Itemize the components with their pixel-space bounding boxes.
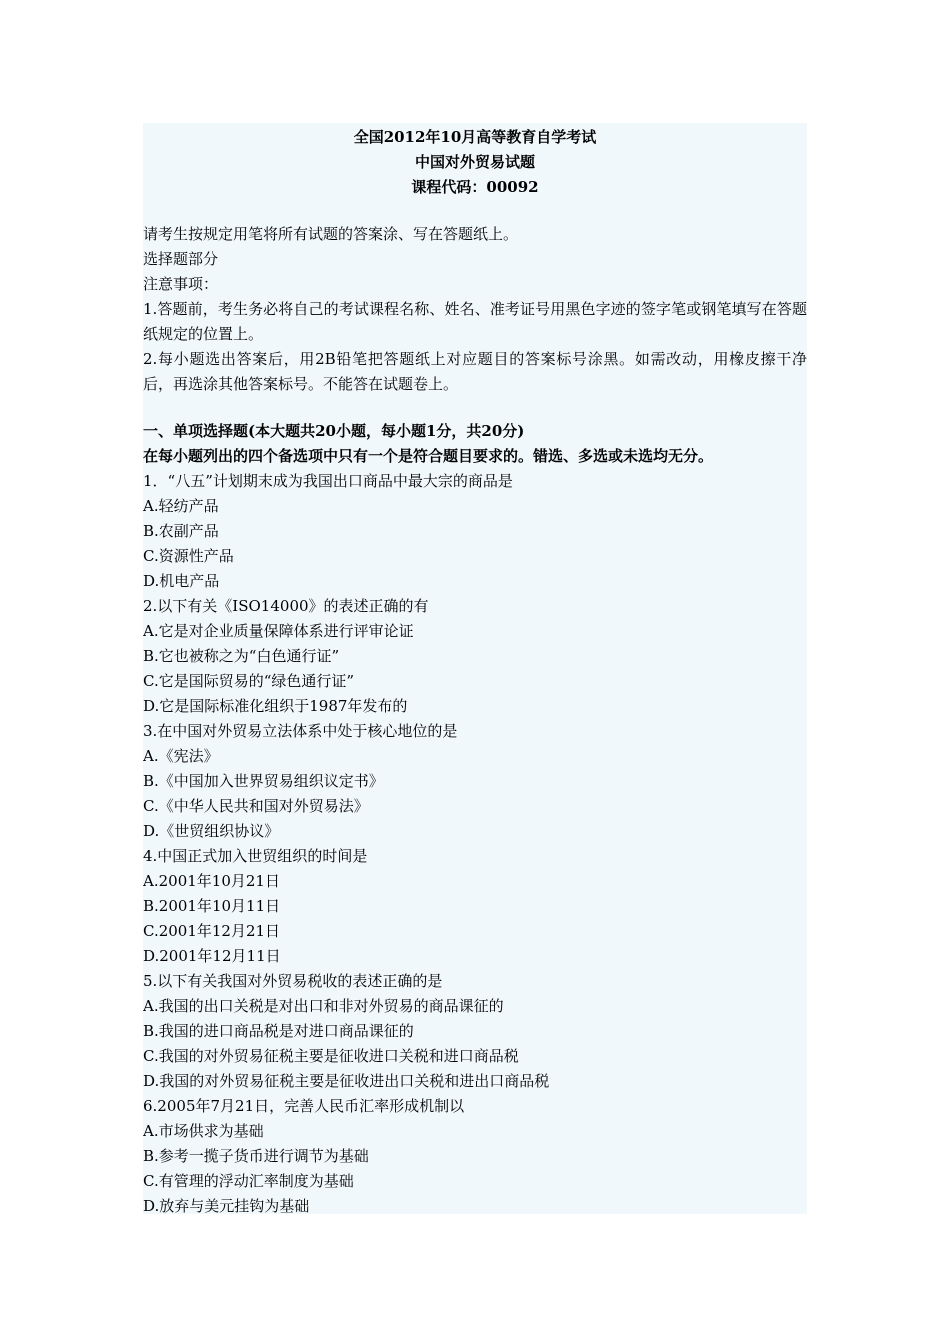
question-list bbox=[143, 469, 807, 1214]
question-option: A.2001年10月21日 bbox=[143, 872, 280, 890]
question-option: D.我国的对外贸易征税主要是征收进出口关税和进出口商品税 bbox=[143, 1072, 550, 1090]
note-item: 1.答题前，考生务必将自己的考试课程名称、姓名、准考证号用黑色字迹的签字笔或钢笔填写在答题纸规定的位置上。 bbox=[143, 300, 807, 343]
section-title: 一、单项选择题(本大题共20小题，每小题1分，共20分) bbox=[143, 422, 525, 440]
exam-subject: 中国对外贸易试题 bbox=[414, 153, 535, 171]
question-option: B.2001年10月11日 bbox=[143, 897, 281, 915]
question-stem: 1．“八五”计划期末成为我国出口商品中最大宗的商品是 bbox=[143, 472, 513, 490]
question-option: D.机电产品 bbox=[143, 572, 220, 590]
question-option: A.我国的出口关税是对出口和非对外贸易的商品课征的 bbox=[143, 997, 504, 1015]
question-stem: 2.以下有关《ISO14000》的表述正确的有 bbox=[143, 597, 429, 615]
question-option: A.市场供求为基础 bbox=[143, 1122, 264, 1140]
question-option: B.我国的进口商品税是对进口商品课征的 bbox=[143, 1022, 414, 1040]
question-option: A.轻纺产品 bbox=[143, 497, 219, 515]
question-option: C.有管理的浮动汇率制度为基础 bbox=[143, 1172, 354, 1190]
section-label: 选择题部分 bbox=[143, 250, 219, 268]
question-stem: 4.中国正式加入世贸组织的时间是 bbox=[143, 847, 368, 865]
question-option: C.资源性产品 bbox=[143, 547, 234, 565]
notes-heading: 注意事项： bbox=[143, 275, 219, 293]
exam-title: 全国2012年10月高等教育自学考试 bbox=[353, 128, 597, 146]
question-option: B.《中国加入世界贸易组织议定书》 bbox=[143, 772, 384, 790]
question-option: D.它是国际标准化组织于1987年发布的 bbox=[143, 697, 408, 715]
question-option: D.《世贸组织协议》 bbox=[143, 822, 280, 840]
question-option: C.它是国际贸易的“绿色通行证” bbox=[143, 672, 355, 690]
question-option: D.2001年12月11日 bbox=[143, 947, 281, 965]
course-code: 课程代码：00092 bbox=[411, 178, 539, 196]
question-option: B.它也被称之为“白色通行证” bbox=[143, 647, 340, 665]
question-option: A.它是对企业质量保障体系进行评审论证 bbox=[143, 622, 414, 640]
question-option: B.参考一揽子货币进行调节为基础 bbox=[143, 1147, 369, 1165]
question-option: D.放弃与美元挂钩为基础 bbox=[143, 1197, 310, 1214]
question-stem: 3.在中国对外贸易立法体系中处于核心地位的是 bbox=[143, 722, 458, 740]
question-option: C.2001年12月21日 bbox=[143, 922, 281, 940]
note-item: 2.每小题选出答案后，用2B铅笔把答题纸上对应题目的答案标号涂黑。如需改动，用橡皮擦干净后，再选涂其他答案标号。不能答在试题卷上。 bbox=[143, 350, 807, 393]
answer-instruction: 请考生按规定用笔将所有试题的答案涂、写在答题纸上。 bbox=[143, 225, 519, 243]
section-instruction: 在每小题列出的四个备选项中只有一个是符合题目要求的。错选、多选或未选均无分。 bbox=[143, 447, 714, 465]
question-stem: 5.以下有关我国对外贸易税收的表述正确的是 bbox=[143, 972, 443, 990]
question-option: C.《中华人民共和国对外贸易法》 bbox=[143, 797, 369, 815]
exam-paper bbox=[143, 123, 807, 1214]
question-stem: 6.2005年7月21日，完善人民币汇率形成机制以 bbox=[143, 1097, 465, 1115]
question-option: A.《宪法》 bbox=[143, 747, 219, 765]
question-option: C.我国的对外贸易征税主要是征收进口关税和进口商品税 bbox=[143, 1047, 519, 1065]
question-option: B.农副产品 bbox=[143, 522, 219, 540]
